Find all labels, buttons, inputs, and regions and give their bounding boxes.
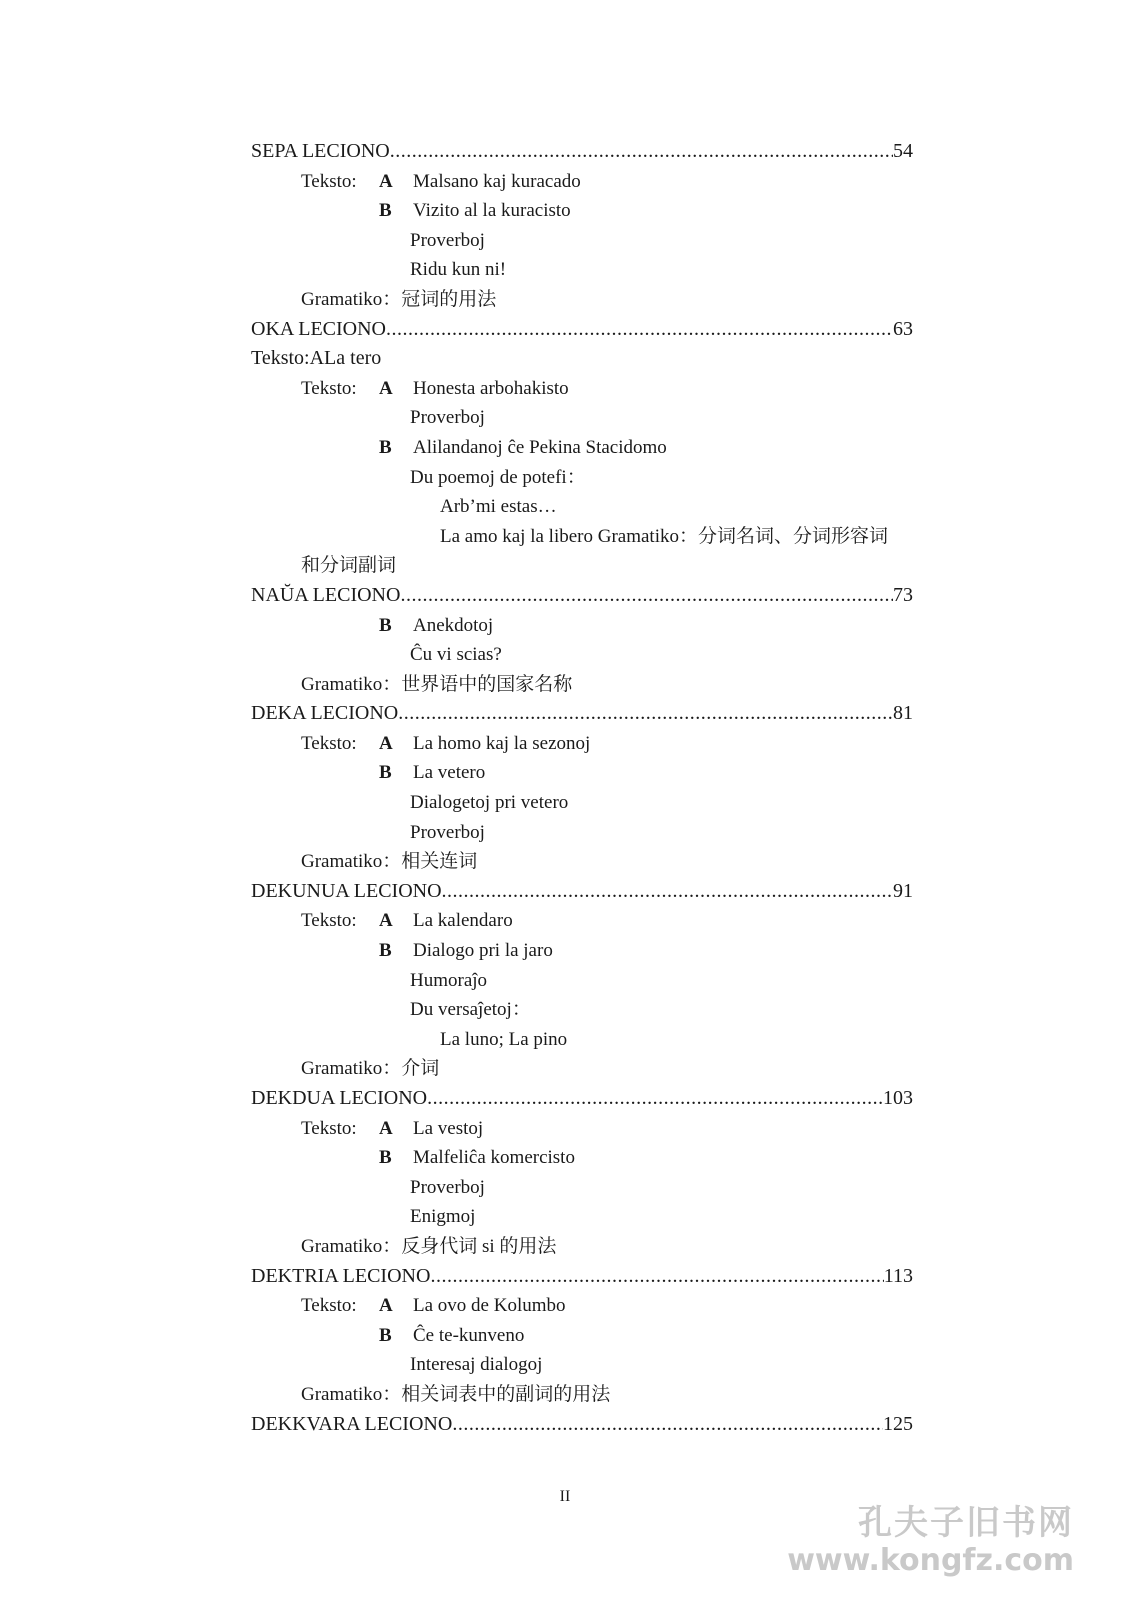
item-text: Proverboj (410, 1176, 485, 1198)
item-text: Proverboj (410, 229, 485, 251)
item-text: La luno; La pino (440, 1028, 568, 1050)
toc-sub-line (251, 936, 913, 966)
lesson-page-number: 125 (883, 1412, 913, 1435)
item-text: Du poemoj de potefi： (410, 466, 586, 488)
section-label: Teksto: (301, 170, 357, 192)
toc-sub-line (251, 670, 913, 700)
toc-sub-line (251, 463, 913, 493)
lesson-title: DEKKVARA LECIONO (251, 1412, 453, 1435)
lesson-title: SEPA LECIONO (251, 140, 390, 162)
lesson-page-number: 63 (893, 317, 913, 340)
toc-sub-line (251, 1350, 913, 1380)
section-label: Teksto: (301, 910, 357, 932)
item-text: Arb’mi estas… (440, 496, 557, 518)
item-text: La vestoj (413, 1117, 484, 1139)
toc-sub-line (251, 255, 913, 285)
lesson-title: DEKUNUA LECIONO (251, 879, 442, 902)
text-letter: A (379, 1295, 393, 1317)
toc-sub-line (251, 1114, 913, 1144)
toc-lesson-entry (251, 315, 913, 345)
toc-sub-line (251, 788, 913, 818)
text-letter: A (379, 377, 393, 399)
section-label: Teksto: (301, 377, 357, 399)
toc-lesson-entry (251, 1410, 913, 1440)
toc-sub-line (251, 966, 913, 996)
item-text: Dialogo pri la jaro (413, 940, 553, 962)
item-text: La ovo de Kolumbo (413, 1295, 566, 1317)
dot-leader (400, 581, 893, 611)
toc-sub-line (251, 226, 913, 256)
section-label: Teksto: (301, 732, 357, 754)
toc-lesson-entry (251, 137, 913, 167)
text-letter: A (379, 732, 393, 754)
item-text: Du versaĵetoj： (410, 999, 531, 1021)
dot-leader (452, 1410, 883, 1440)
item-text: Malfeliĉa komercisto (413, 1147, 575, 1169)
toc-lesson-entry (251, 1262, 913, 1292)
toc-lesson-entry (251, 581, 913, 611)
toc-sub-line (251, 196, 913, 226)
lesson-title: DEKDUA LECIONO (251, 1087, 428, 1109)
item-text: Vizito al la kuracisto (413, 200, 571, 222)
section-label: Gramatiko：世界语中的国家名称 (301, 673, 573, 695)
toc-sub-line (251, 1380, 913, 1410)
text-letter: A (379, 910, 393, 932)
watermark (787, 1504, 1074, 1578)
toc-sub-line (251, 167, 913, 197)
toc-sub-line (251, 403, 913, 433)
toc-sub-line (251, 640, 913, 670)
toc-sub-line (251, 847, 913, 877)
page-number: II (559, 1488, 571, 1505)
item-text: 和分词副词 (301, 555, 397, 577)
lesson-title: OKA LECIONO (251, 317, 386, 340)
toc-sub-line (251, 492, 913, 522)
lesson-page-number: 103 (883, 1087, 913, 1109)
item-text: Proverboj (410, 407, 485, 429)
toc-sub-line (251, 758, 913, 788)
toc-sub-line (251, 551, 913, 581)
toc-sub-line (251, 611, 913, 641)
item-text: Dialogetoj pri vetero (410, 792, 569, 814)
section-label: Teksto: (301, 1295, 357, 1317)
dot-leader (390, 137, 893, 167)
toc-sub-line (251, 285, 913, 315)
lesson-title: DEKTRIA LECIONO (251, 1264, 431, 1287)
section-label: Gramatiko：反身代词 si 的用法 (301, 1235, 557, 1257)
text-letter: B (379, 200, 392, 222)
toc-lesson-entry (251, 699, 913, 729)
text-letter: B (379, 614, 392, 636)
toc-sub-line (251, 1232, 913, 1262)
text-letter: B (379, 436, 392, 458)
text-letter: A (379, 170, 393, 192)
watermark-url: www.kongfz.com (787, 1542, 1074, 1578)
lesson-page-number: 54 (893, 140, 913, 162)
toc-sub-line (251, 995, 913, 1025)
table-of-contents (251, 137, 913, 1439)
section-label: Gramatiko：相关连词 (301, 851, 478, 873)
dot-leader (442, 877, 893, 907)
item-text: La homo kaj la sezonoj (413, 732, 591, 754)
item-text: La amo kaj la libero Gramatiko：分词名词、分词形容词 (440, 525, 888, 547)
lesson-page-number: 73 (893, 583, 913, 606)
lesson-title: NAŬA LECIONO (251, 583, 401, 606)
toc-sub-line (251, 1025, 913, 1055)
item-text: La kalendaro (413, 910, 513, 932)
toc-subheading: Teksto:ALa tero (251, 347, 382, 370)
section-label: Gramatiko：介词 (301, 1058, 440, 1080)
section-label: Gramatiko：相关词表中的副词的用法 (301, 1383, 611, 1405)
item-text: Humoraĵo (410, 969, 488, 991)
section-label: Gramatiko：冠词的用法 (301, 288, 497, 310)
toc-sub-line (251, 522, 913, 552)
item-text: Proverboj (410, 821, 485, 843)
lesson-page-number: 113 (883, 1264, 913, 1287)
lesson-page-number: 91 (893, 879, 913, 902)
toc-lesson-entry (251, 877, 913, 907)
dot-leader (398, 699, 893, 729)
item-text: Honesta arbohakisto (413, 377, 569, 399)
lesson-title: DEKA LECIONO (251, 702, 399, 725)
toc-sub-line (251, 1202, 913, 1232)
item-text: Ĉu vi scias? (410, 644, 502, 666)
dot-leader (427, 1084, 883, 1114)
text-letter: A (379, 1117, 393, 1139)
item-text: Ridu kun ni! (410, 259, 507, 281)
text-letter: B (379, 762, 392, 784)
item-text: Interesaj dialogoj (410, 1354, 543, 1376)
dot-leader (386, 315, 893, 345)
toc-sub-line (251, 906, 913, 936)
text-letter: B (379, 1324, 392, 1346)
toc-lesson-entry (251, 1084, 913, 1114)
text-letter: B (379, 940, 392, 962)
item-text: Anekdotoj (413, 614, 494, 636)
section-label: Teksto: (301, 1117, 357, 1139)
item-text: La vetero (413, 762, 486, 784)
item-text: Ĉe te-kunveno (413, 1324, 525, 1346)
toc-sub-line (251, 1321, 913, 1351)
item-text: Alilandanoj ĉe Pekina Stacidomo (413, 436, 667, 458)
text-letter: B (379, 1147, 392, 1169)
item-text: Malsano kaj kuracado (413, 170, 581, 192)
lesson-page-number: 81 (893, 702, 913, 725)
toc-sub-line (251, 1173, 913, 1203)
toc-sub-line (251, 1054, 913, 1084)
toc-sub-line (251, 433, 913, 463)
toc-sub-line (251, 374, 913, 404)
dot-leader (430, 1262, 883, 1292)
watermark-name: 孔夫子旧书网 (858, 1503, 1074, 1544)
toc-sub-line (251, 818, 913, 848)
toc-sub-line (251, 1143, 913, 1173)
toc-sub-line (251, 1291, 913, 1321)
toc-sub-line (251, 729, 913, 759)
item-text: Enigmoj (410, 1206, 476, 1228)
